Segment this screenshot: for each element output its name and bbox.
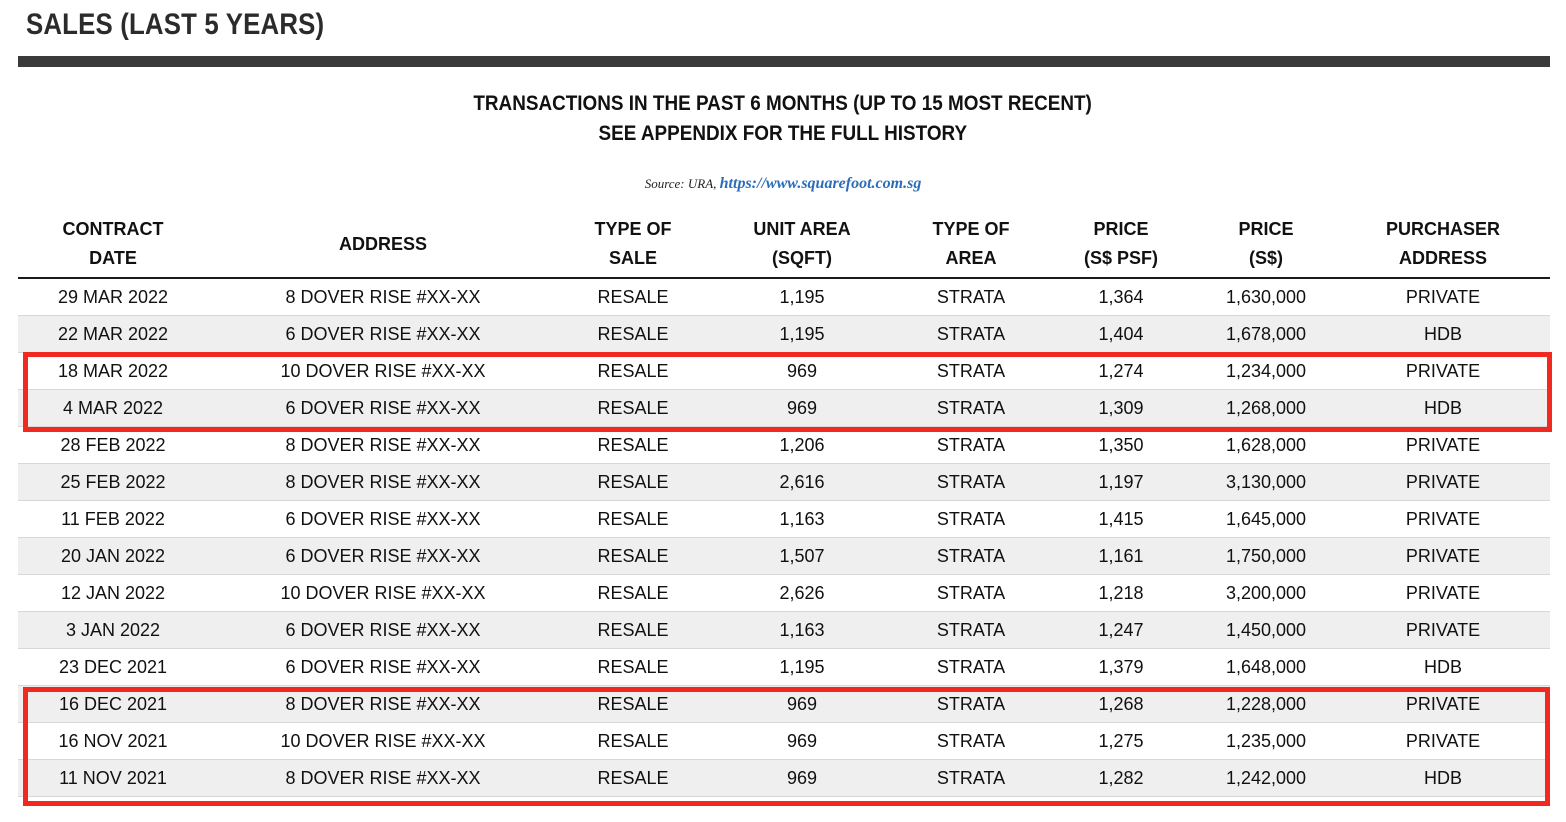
cell-type-of-sale: RESALE: [558, 538, 708, 575]
cell-type-of-area: STRATA: [896, 278, 1046, 316]
header-price-psf: PRICE (S$ PSF): [1046, 211, 1196, 278]
cell-contract-date: 29 MAR 2022: [18, 278, 208, 316]
cell-address: 6 DOVER RISE #XX-XX: [208, 390, 558, 427]
cell-address: 6 DOVER RISE #XX-XX: [208, 538, 558, 575]
cell-type-of-sale: RESALE: [558, 501, 708, 538]
table-row: [18, 538, 1550, 575]
cell-price: 1,242,000: [1196, 760, 1336, 797]
cell-contract-date: 22 MAR 2022: [18, 316, 208, 353]
cell-purchaser-address: PRIVATE: [1336, 427, 1550, 464]
cell-purchaser-address: PRIVATE: [1336, 612, 1550, 649]
header-purchaser-address: PURCHASER ADDRESS: [1336, 211, 1550, 278]
cell-type-of-sale: RESALE: [558, 686, 708, 723]
cell-type-of-sale: RESALE: [558, 353, 708, 390]
cell-type-of-sale: RESALE: [558, 612, 708, 649]
table-row: [18, 353, 1550, 390]
cell-address: 10 DOVER RISE #XX-XX: [208, 353, 558, 390]
cell-type-of-area: STRATA: [896, 723, 1046, 760]
cell-address: 6 DOVER RISE #XX-XX: [208, 612, 558, 649]
cell-purchaser-address: HDB: [1336, 649, 1550, 686]
cell-address: 6 DOVER RISE #XX-XX: [208, 501, 558, 538]
cell-price: 1,234,000: [1196, 353, 1336, 390]
cell-type-of-sale: RESALE: [558, 760, 708, 797]
table-row: [18, 686, 1550, 723]
cell-type-of-sale: RESALE: [558, 427, 708, 464]
cell-price-psf: 1,268: [1046, 686, 1196, 723]
cell-purchaser-address: PRIVATE: [1336, 278, 1550, 316]
cell-price: 1,268,000: [1196, 390, 1336, 427]
cell-address: 8 DOVER RISE #XX-XX: [208, 278, 558, 316]
table-header-row: [18, 211, 1550, 278]
cell-unit-area: 2,616: [708, 464, 896, 501]
cell-type-of-area: STRATA: [896, 390, 1046, 427]
cell-type-of-area: STRATA: [896, 686, 1046, 723]
table-row: [18, 464, 1550, 501]
header-price: PRICE (S$): [1196, 211, 1336, 278]
cell-type-of-area: STRATA: [896, 427, 1046, 464]
cell-unit-area: 969: [708, 390, 896, 427]
cell-type-of-area: STRATA: [896, 538, 1046, 575]
cell-type-of-area: STRATA: [896, 649, 1046, 686]
cell-price: 1,628,000: [1196, 427, 1336, 464]
cell-type-of-sale: RESALE: [558, 575, 708, 612]
table-row: [18, 649, 1550, 686]
cell-price-psf: 1,161: [1046, 538, 1196, 575]
cell-contract-date: 16 NOV 2021: [18, 723, 208, 760]
cell-price-psf: 1,274: [1046, 353, 1196, 390]
cell-contract-date: 16 DEC 2021: [18, 686, 208, 723]
cell-price: 1,228,000: [1196, 686, 1336, 723]
source-line: [0, 175, 1566, 193]
cell-unit-area: 1,163: [708, 501, 896, 538]
table-heading-line-1: TRANSACTIONS IN THE PAST 6 MONTHS (UP TO 15 MOST RECENT): [473, 92, 1093, 115]
cell-contract-date: 18 MAR 2022: [18, 353, 208, 390]
cell-price-psf: 1,379: [1046, 649, 1196, 686]
cell-unit-area: 969: [708, 353, 896, 390]
cell-type-of-area: STRATA: [896, 353, 1046, 390]
cell-type-of-area: STRATA: [896, 464, 1046, 501]
cell-contract-date: 23 DEC 2021: [18, 649, 208, 686]
cell-type-of-sale: RESALE: [558, 316, 708, 353]
cell-unit-area: 1,507: [708, 538, 896, 575]
cell-type-of-sale: RESALE: [558, 464, 708, 501]
cell-contract-date: 25 FEB 2022: [18, 464, 208, 501]
cell-contract-date: 3 JAN 2022: [18, 612, 208, 649]
table-row: [18, 316, 1550, 353]
source-label: Source: URA,: [644, 176, 717, 191]
cell-price-psf: 1,364: [1046, 278, 1196, 316]
cell-address: 6 DOVER RISE #XX-XX: [208, 649, 558, 686]
cell-price: 1,645,000: [1196, 501, 1336, 538]
header-unit-area: UNIT AREA (SQFT): [708, 211, 896, 278]
cell-unit-area: 1,195: [708, 649, 896, 686]
header-address: ADDRESS: [208, 211, 558, 278]
cell-purchaser-address: PRIVATE: [1336, 353, 1550, 390]
cell-contract-date: 12 JAN 2022: [18, 575, 208, 612]
cell-price-psf: 1,282: [1046, 760, 1196, 797]
cell-type-of-sale: RESALE: [558, 723, 708, 760]
cell-price: 1,678,000: [1196, 316, 1336, 353]
cell-price-psf: 1,350: [1046, 427, 1196, 464]
cell-price-psf: 1,247: [1046, 612, 1196, 649]
table-row: [18, 278, 1550, 316]
cell-unit-area: 1,206: [708, 427, 896, 464]
cell-price-psf: 1,197: [1046, 464, 1196, 501]
table-row: [18, 427, 1550, 464]
cell-type-of-sale: RESALE: [558, 390, 708, 427]
section-title: SALES (LAST 5 YEARS): [26, 8, 325, 41]
cell-unit-area: 1,163: [708, 612, 896, 649]
cell-price-psf: 1,404: [1046, 316, 1196, 353]
cell-price: 1,235,000: [1196, 723, 1336, 760]
cell-price-psf: 1,415: [1046, 501, 1196, 538]
table-row: [18, 760, 1550, 797]
cell-purchaser-address: PRIVATE: [1336, 575, 1550, 612]
cell-type-of-area: STRATA: [896, 575, 1046, 612]
cell-price-psf: 1,275: [1046, 723, 1196, 760]
cell-purchaser-address: PRIVATE: [1336, 464, 1550, 501]
cell-type-of-area: STRATA: [896, 501, 1046, 538]
table-row: [18, 390, 1550, 427]
table-row: [18, 501, 1550, 538]
cell-purchaser-address: PRIVATE: [1336, 723, 1550, 760]
cell-address: 6 DOVER RISE #XX-XX: [208, 316, 558, 353]
cell-unit-area: 969: [708, 760, 896, 797]
cell-unit-area: 1,195: [708, 278, 896, 316]
cell-purchaser-address: HDB: [1336, 390, 1550, 427]
cell-type-of-sale: RESALE: [558, 278, 708, 316]
cell-purchaser-address: PRIVATE: [1336, 686, 1550, 723]
cell-price: 1,450,000: [1196, 612, 1336, 649]
cell-address: 8 DOVER RISE #XX-XX: [208, 464, 558, 501]
cell-price: 1,750,000: [1196, 538, 1336, 575]
cell-contract-date: 20 JAN 2022: [18, 538, 208, 575]
table-row: [18, 575, 1550, 612]
header-contract-date: CONTRACT DATE: [18, 211, 208, 278]
table-row: [18, 723, 1550, 760]
cell-price-psf: 1,218: [1046, 575, 1196, 612]
cell-type-of-area: STRATA: [896, 760, 1046, 797]
cell-address: 10 DOVER RISE #XX-XX: [208, 575, 558, 612]
header-type-of-sale: TYPE OF SALE: [558, 211, 708, 278]
cell-price: 1,648,000: [1196, 649, 1336, 686]
cell-price: 1,630,000: [1196, 278, 1336, 316]
cell-unit-area: 969: [708, 686, 896, 723]
cell-type-of-area: STRATA: [896, 316, 1046, 353]
cell-address: 8 DOVER RISE #XX-XX: [208, 760, 558, 797]
transactions-table: [18, 211, 1550, 797]
table-row: [18, 612, 1550, 649]
title-divider-bar: [18, 56, 1550, 67]
cell-unit-area: 969: [708, 723, 896, 760]
cell-price-psf: 1,309: [1046, 390, 1196, 427]
cell-address: 8 DOVER RISE #XX-XX: [208, 427, 558, 464]
cell-unit-area: 2,626: [708, 575, 896, 612]
cell-contract-date: 11 FEB 2022: [18, 501, 208, 538]
cell-contract-date: 28 FEB 2022: [18, 427, 208, 464]
cell-contract-date: 11 NOV 2021: [18, 760, 208, 797]
source-link[interactable]: https://www.squarefoot.com.sg: [719, 175, 922, 192]
table-heading-line-2: SEE APPENDIX FOR THE FULL HISTORY: [598, 122, 968, 145]
cell-type-of-area: STRATA: [896, 612, 1046, 649]
cell-purchaser-address: HDB: [1336, 316, 1550, 353]
cell-purchaser-address: PRIVATE: [1336, 501, 1550, 538]
cell-price: 3,200,000: [1196, 575, 1336, 612]
cell-type-of-sale: RESALE: [558, 649, 708, 686]
cell-address: 8 DOVER RISE #XX-XX: [208, 686, 558, 723]
cell-purchaser-address: HDB: [1336, 760, 1550, 797]
cell-purchaser-address: PRIVATE: [1336, 538, 1550, 575]
cell-address: 10 DOVER RISE #XX-XX: [208, 723, 558, 760]
cell-contract-date: 4 MAR 2022: [18, 390, 208, 427]
header-type-of-area: TYPE OF AREA: [896, 211, 1046, 278]
cell-unit-area: 1,195: [708, 316, 896, 353]
cell-price: 3,130,000: [1196, 464, 1336, 501]
